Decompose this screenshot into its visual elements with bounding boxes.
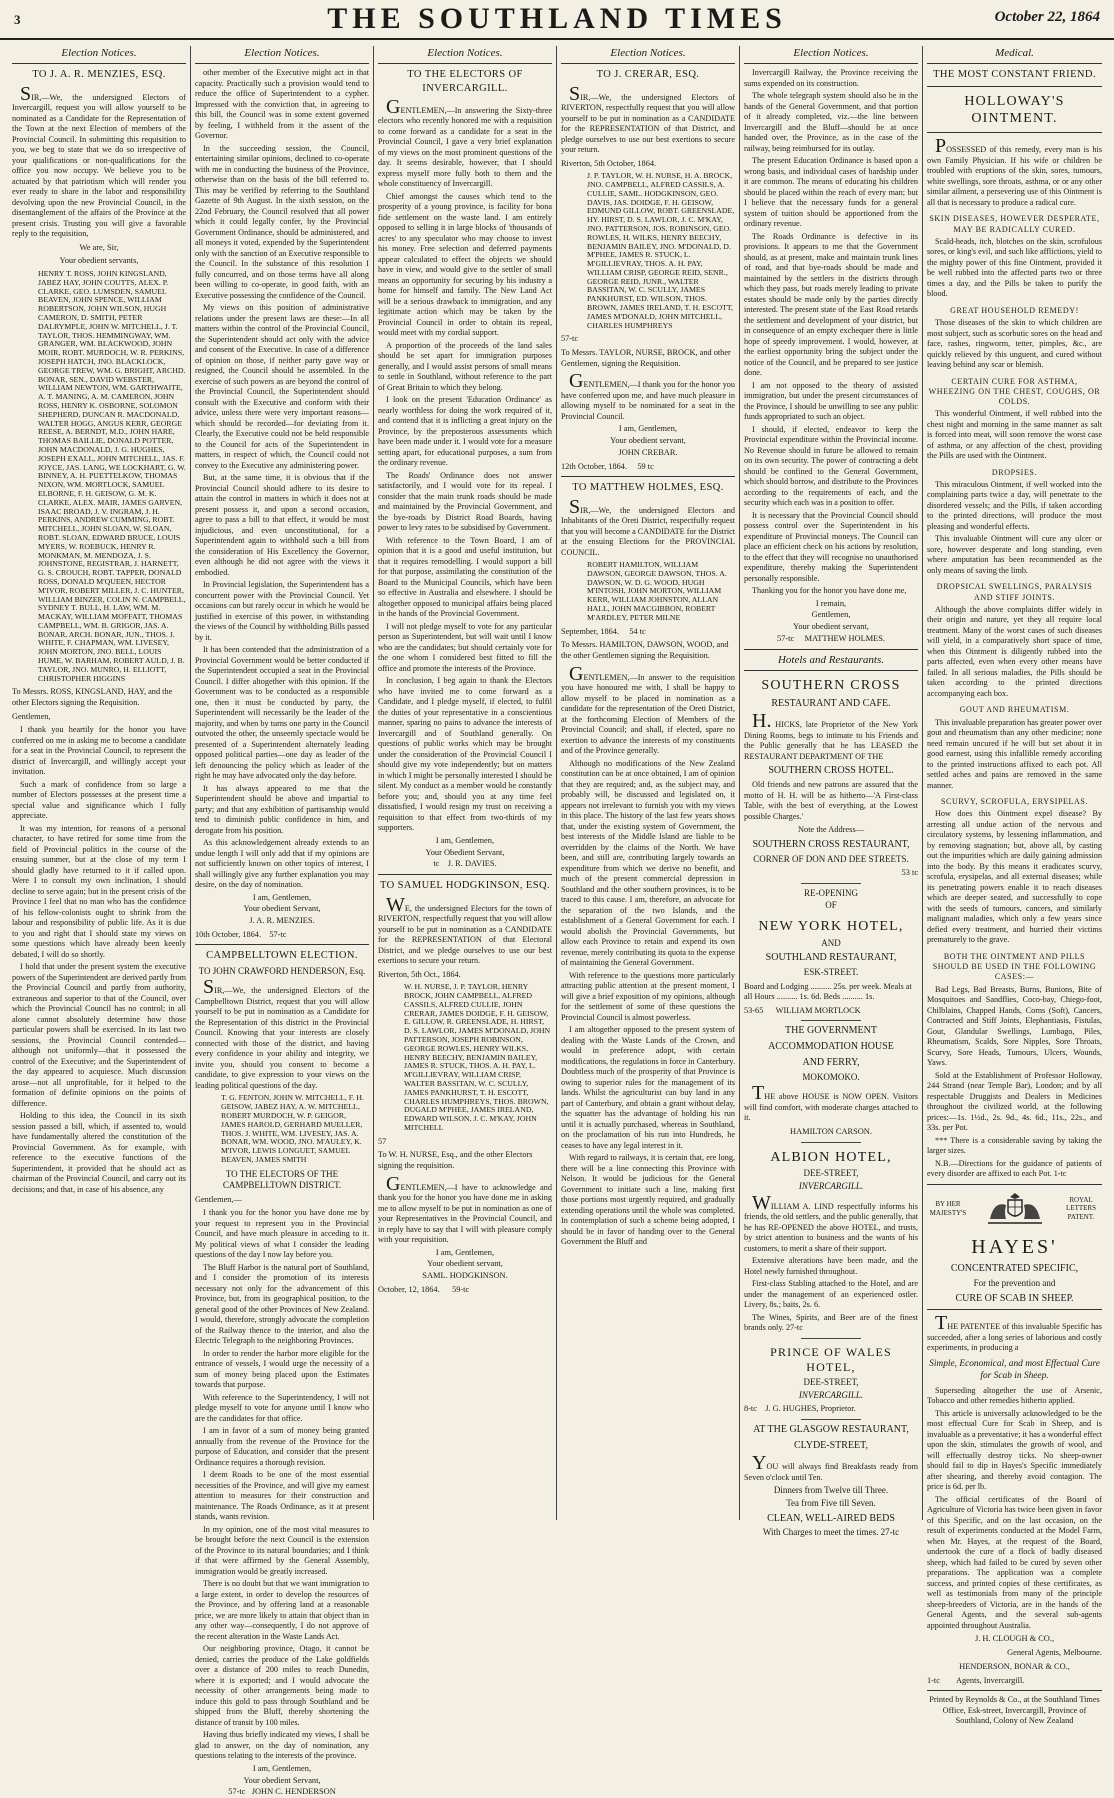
reply-paragraph: GENTLEMEN,—I thank you for the honor you have conferred upon me, and have much pleasure in allowing myself to be nominated for a seat in the Provincial Council.: [561, 370, 735, 421]
requisition-text: SIR,—We, the undersigned Electors of Invercargill, request you will allow yourself to be nominated as a Candidate for the Representation of the Town at the next Election of members of the Provincial Council. In submitting this requisition to you, we beg to state that we do so irrespective of your qualifications or non-qualifications for the office you now occupy. We believe you to be actuated by that patriotism which will render you ever ready to share in the labor and responsibility devolving upon the new Provincial Council, in the disentanglement of the affairs of the Province at the present crisis. Trusting you will give a favorable reply to the requisition,: [12, 82, 186, 239]
closing: I am, Gentlemen,: [252, 892, 312, 902]
ad-title: HOLLOWAY'S OINTMENT.: [964, 93, 1065, 127]
column-heading: Election Notices.: [378, 46, 552, 64]
signatory-list: J. P. TAYLOR, W. H. NURSE, H. A. BROCK, JNO. CAMPBELL, ALFRED CASSILS, A. CULLIE, SAML. HODGKINSON, GEO. DAVIS, JAS. DOIDGE, F. H. GEISOW, EDMUND GILLOW, ROBT. GREENSLADE, HY. HIRST, D. S. LAWLOR, J. C. M'KAY, JNO. PATTERSON, JOS. ROBINSON, GEO. ROWLES, H. WILKS, HENRY BEECHY, BENJAMIN BAILEY, JNO. M'DONALD, D. M'PHEE, JAMES R. STUCK, L. M'GILLIEVRAY, THOS. A. H. PAY, WILLIAM CRISP, GEORGE REID, SENR., GEORGE REID, JUNR., WALTER BASSITAN, W. C. SCULLY, JAMES PANKHURST, ED. WILSON, THOS. BROWN, JAMES IRELAND, T. H. ESCOTT, JAMES M'DONALD, JOHN MITCHELL, CHARLES HUMPHREYS: [587, 171, 735, 330]
ad-title: THE MOST CONSTANT FRIEND.: [933, 69, 1096, 81]
notice-subtitle: TO JOHN CRAWFORD HENDERSON, Esq.: [198, 965, 366, 976]
reply-paragraph: I hold that under the present system the executive powers of the Superintendent are derived partly from the Provincial Council and partly from authority, extraneous and superior to that of the Council, over which the Provincial Council has no control; in all alone cannot absolutely determine how those particular powers shall be exercised. In its last two sessions, the Provincial Council contended—although not uniformly—that it possessed the control of the Executive; and the Superintendent of the day appeared to acquiesce. Much discussion arose—not all unprofitable, for it helped to the formation of definite opinions on the points of difference.: [12, 962, 186, 1108]
notice-title: CAMPBELLTOWN ELECTION.: [206, 950, 358, 962]
closing: Your obedient Servant,: [243, 1775, 321, 1785]
ad-subtitle: SOUTHLAND RESTAURANT,: [765, 952, 897, 964]
ad-subheading: BOTH THE OINTMENT AND PILLS SHOULD BE USED IN THE FOLLOWING CASES:—: [932, 951, 1097, 982]
newspaper-title: THE SOUTHLAND TIMES: [327, 2, 787, 35]
reply-paragraph: I thank you heartily for the honor you have conferred on me in asking me to become a candidate for a seat in the Provincial Council, to represent the district of Invercargill, and willingly accept your invitation.: [12, 725, 186, 777]
agent-role: General Agents, Melbourne.: [1007, 1648, 1102, 1658]
signatory-list: HENRY T. ROSS, JOHN KINGSLAND, JABEZ HAY, JOHN COUTTS, ALEX. P. CLARKE, GEO. LUMSDEN, SAMUEL BEAVEN, JOHN SPENCE, WILLIAM ROBERTSON, JOHN WILSON, HUGH CAMERON, D. SMITH, PETER DALRYMPLE, JOHN W. MITCHELL, J. T. TAYLOR, THOS. HEMMINGWAY, WM. GRANGER, WM. BLACKWOOD, JOHN MOIR, ROBT. MURDOCH, W. R. PERKINS, JOSEPH HATCH, JNO. BLACKLOCK, GEORGE TREW, WM. G. BRIGHT, ARCHD. BONAR, SEN., DAVID WEBSTER, WILLIAM NEWTON, WM. GARTHWAITE, A. T. MANING, A. M. CAMERON, JOHN ROSS, HENRY K. OSBORNE, SOLOMON SHEPHERD, DUNCAN R. MACDONALD, WALTER HOGG, ANGUS KERR, GEORGE REESE, A. BERNDT, M.D., JOHN HARE, THOMAS BAILLIE, DONALD POTTER, JOHN MACDONALD, J. G. HUGHES, JOSEPH EXALL, JOHN MITCHELL, JAS. F. JOYCE, JAS. LANG, WE LOCKHART, G. W. BINNEY, A. H. PUETTELKOW, THOMAS NIXON, WM. MORTLOCK, SAMUEL ELBORNE, F. H. GEISOW, G. M. K. CLARKE, ALEX. MAIR, JAMES GARVEN, ISAAC BROAD, J. V. INGRAM, J. H. PERKINS, ANDREW CUMMING, ROBT. MITCHELL, JOHN SLOAN, W. SLOAN, ROBT. SLOAN, EDWARD BRUCE, LOUIS MYERS, W. ROEBUCK, HENRY R. MONKMAN, M. MENDOZA, J. S. JOHNSTONE, REGISTRAR, J. HARNETT, G. S. CROUCH, ROBT. TAPPER, DONALD ROSS, DONALD M'QUEEN, HECTOR M'IVOR, ROBERT MILLER, J. C. HUNTER, WILLIAM BINZER, COLIN N. CAMPBELL, SYDNEY T. BULL, H. LAW, WM. M. MACKAY, WILLIAM MOFFATT, THOMAS CAMPBELL, WM. B. GRIGOR, JAS. A. BONAR, ARCH. BONAR, JUN., THOS. J. WHITE, F. CHAPMAN, WM. LIVESEY, JOHN MORTON, JNO. BELL, LOUIS HUME, W. BARHAM, ROBERT AULD, J. B. TAYLOR, JNO. MUNRO, H. ELLIOTT, CHRISTOPHER HIGGINS: [38, 269, 186, 683]
ad-code: 57: [378, 1136, 387, 1146]
ad-subtitle: DEE-STREET,: [803, 1377, 859, 1388]
article-paragraph: My views on this position of administrative relations under the present laws are these:—In all matters within the control of the Provincial Council, the Superintendent should act only with the advice and consent of the Executive. In case of a difference of opinion on those, if neither party gave way or resigned, the Council should be assembled. In the exercise of such powers as are beyond the control of the Provincial Council, the Superintendent should consult with the Executive and conform with their advice, unless there were very important reasons—which should be recorded—for deviating from it. Clearly, the Executive could not be held responsible to the Council for acts of the Superintendent in matters, in respect of which, the Council could not convey to the Executive any administering power.: [195, 303, 369, 470]
article-paragraph: Invercargill Railway, the Province receiving the sums expended on its construction.: [744, 68, 918, 88]
article-paragraph: The Roads Ordinance is defective in its provisions. It appears to me that the Government should, as at present, make and maintain trunk lines of road, and that bye-roads should be made and maintained by the settlers in the districts through which they pass, but roads merely leading to private estates should be made only by the parties directly interested. The present state of the East Road retards the settlement and development of your district, but in consequence of an empty exchequer there is little hope of speedy improvement. I would, however, at the earliest opportunity bring the subject under the notice of the Council, and be prepared to see justice done.: [744, 231, 918, 378]
article-paragraph: GENTLEMEN,—In answering the Sixty-three electors who recently honored me with a requisition to come forward as a candidate for a seat in the Provincial Council, I gave a very brief explanation of my views on the most prominent questions of the day. It seems desirable, however, that I should express myself more fully both to them and the whole constituency of Invercargill.: [378, 95, 552, 189]
reply-address: To W. H. NURSE, Esq., and the other Electors signing the requisition.: [378, 1150, 533, 1171]
article-paragraph: It has always appeared to me that the Superintendent should be above and impartial to party; and that any exhibition of partisanship would tend to diminish public confidence in him, and derogate from his position.: [195, 783, 369, 835]
ad-title: AND FERRY,: [802, 1057, 860, 1069]
arms-caption: ROYAL LETTERS PATENT.: [1066, 1196, 1096, 1221]
signatory-list: W. H. NURSE, J. P. TAYLOR, HENRY BROCK, JOHN CAMPBELL, ALFRED CASSILS, ALFRED CULLIE, JOHN CRERAR, JAMES DOIDGE, F. H. GEISOW, E. GILLOW, R. GREENSLADE, H. HIRST, D. S. LAWLOR, JAMES M'DONALD, JOHN PATTERSON, JOSEPH ROBINSON, GEORGE ROWLES, HENRY WILKS, HENRY BEECHY, BENJAMIN BAILEY, JAMES R. STUCK, THOS. A. H. PAY, L. M'GILLIEVRAY, WILLIAM CRISP, WALTER BASSITAN, W. C. SCULLY, JAMES PANKHURST, T. H. ESCOTT, CHARLES HUMPHREYS, THOS. BROWN, DUGALD M'PHEE, JAMES IRELAND, EDWARD WILSON, J. C. M'KAY, JOHN MITCHELL: [404, 982, 551, 1132]
requisition-text: WE, the undersigned Electors for the town of RIVERTON, respectfully request that you will allow yourself to be put in nomination as a CANDIDATE for the REPRESENTATION of that Electoral District, and we pledge ourselves to use our best exertions to secure your return.: [378, 893, 552, 966]
ad-subtitle: CURE OF SCAB IN SHEEP.: [955, 1292, 1074, 1304]
requisition-text: SIR,—We, the undersigned Electors of the Campbelltown District, request that you will allow yourself to be put in nomination as a Candidate for the Representation of this district in the Provincial Council. Knowing that your interests are closely connected with those of the district, and having every confidence in your ability and integrity, we invite you, should you consent to become a candidate, to give expression to your views on the leading political questions of the day.: [195, 976, 369, 1090]
ad-code: 53 tc: [901, 868, 918, 878]
dateline: 10th October, 1864. 57-tc: [195, 929, 287, 939]
article-paragraph: I am not opposed to the theory of assisted immigration, but under the present circumstances of the Province, I should be unwilling to see any public funds appropriated to such an object.: [744, 380, 918, 422]
column-heading: Medical.: [927, 46, 1102, 64]
dateline: Riverton, 5th October, 1864.: [561, 158, 657, 168]
ad-text: YOU will always find Breakfasts ready from Seven o'clock until Ten.: [744, 1452, 918, 1482]
column-heading: Election Notices.: [12, 46, 186, 64]
article-paragraph: Chief amongst the causes which tend to the prosperity of a young province, is facility for bona fide settlement on the waste land. I am entirely opposed to selling it in large blocks of 'thousands of acres' to any speculator who may choose to invest his money. Free selection and deferred payments appear calculated to effect the objects we should have in view, and would give to the settler of small means an opportunity for securing by his industry a home for himself and family. The New Land Act will be a serious drawback to immigration, and any legitimate action which may be taken by the Provincial Council in order to obtain its repeal, would meet with my cordial support.: [378, 191, 552, 338]
article-paragraph: I look on the present 'Education Ordinance' as nearly worthless for doing the work required of it, and contend that it is inflicting a great injury on the Province, by the preposterous assessments which have been made under it. I would vote for a measure setting apart, for educational purposes, a sum from the ordinary revenue.: [378, 395, 552, 468]
reply-paragraph: Although no modifications of the New Zealand constitution can be at once obtained, I am of opinion that they are required; and, as the subject may, and probably will, be discussed and legislated on, it appears not irrelevant to furnish you with my views in this place. The history of the last few years shows that, under the existing system of Government, the best interests of the Middle Island are liable to be overridden by the claims of the North. We have been, and still are, contributing largely towards an expenditure from which we derive no benefit, and much of the present commercial depression in Southland and the other southern provinces, is to be traced to this cause. I am, therefore, an advocate for the separation of the two Islands, and the establishment of a General Government for each. I would abolish the Provincial Governments, but allow each Province to retain and expend its own revenue, merely contributing its quota to the expense of maintaining the General Government.: [561, 758, 735, 967]
closing: Your obedient servant,: [427, 1259, 503, 1269]
notice-title: TO J. CRERAR, ESQ.: [596, 69, 700, 81]
signature: 57-tc MATTHEW HOLMES.: [776, 633, 886, 643]
ad-text: This invaluable Ointment will cure any ulcer or sore, however desperate and long standing, even where amputation has been recommended as the only means of saving the limb.: [927, 534, 1102, 575]
agent-name: HENDERSON, BONAR & CO.,: [959, 1661, 1070, 1671]
closing: Your Obedient Servant,: [425, 847, 505, 857]
page-columns: [8, 46, 1106, 1797]
reply-address: To Messrs. ROSS, KINGSLAND, HAY, and the other Electors signing the Requisition.: [12, 687, 173, 708]
address-paragraph: In order to render the harbor more eligible for the entrance of vessels, I would urge the necessity of a sum of money being placed upon the Estimates towards that purpose.: [195, 1348, 369, 1390]
ad-subheading: DROPSIES.: [991, 467, 1038, 477]
requisition-text: SIR,—We, the undersigned Electors of RIVERTON, respectfully request that you will allow yourself to be put in nomination as a CANDIDATE for the REPRESENTATION of that District, and pledge ourselves to use our best exertions to secure your return.: [561, 82, 735, 155]
ad-rates: Board and Lodging .......... 25s. per week. Meals at all Hours .......... 1s. 6d. Beds .......... 1s.: [744, 981, 912, 1002]
address-paragraph: With reference to the Superintendency, I will not pledge myself to vote for anyone until I know who are the candidates for that office.: [195, 1392, 369, 1423]
article-paragraph: A proportion of the proceeds of the land sales should be set apart for immigration purposes generally, and I would assist persons of small means to settle in Southland, without reference to the part of Great Britain to which they belong.: [378, 340, 552, 392]
ad-subheading: DROPSICAL SWELLINGS, PARALYSIS AND STIFF JOINTS.: [936, 582, 1093, 602]
ad-text: Extensive alterations have been made, and the Hotel newly furnished throughout.: [744, 1256, 918, 1276]
reply-paragraph: Such a mark of confidence from so large a number of Electors possesses at the present time a special value and significance which I fully appreciate.: [12, 779, 186, 821]
reply-paragraph: GENTLEMEN,—I have to acknowledge and thank you for the honor you have done me in asking me to allow myself to be put in nomination as one of your Representatives in the Provincial Council, and in reply have to say that I will with pleasure comply with your requisition.: [378, 1172, 552, 1245]
ad-title: CONCENTRATED SPECIFIC,: [950, 1263, 1079, 1275]
ad-subheading: CERTAIN CURE FOR ASTHMA, WHEEZING ON THE CHEST, COUGHS, OR COLDS.: [928, 376, 1101, 406]
ad-note: Note the Address—: [797, 825, 865, 835]
signatory-list: ROBERT HAMILTON, WILLIAM DAWSON, GEORGE DAWSON, THOS. A. DAWSON, W. D. G. WOOD, HUGH M'INTOSH, JOHN MORTON, WILLIAM KERR, WILLIAM JOHNSTON, ALLAN HALL, JOHN MACGIBBON, ROBERT M'ARDLEY, PETER MILNE: [587, 560, 727, 622]
ad-text: Bad Legs, Bad Breasts, Burns, Bunions, Bite of Mosquitoes and Sandflies, Coco-bay, Chiego-foot, Chilblains, Chapped Hands, Corns (Soft), Cancers, Contracted and Stiff Joints, Elephantiasis, Fistulas, Gout, Glandular Swellings, Lumbago, Piles, Rheumatism, Scalds, Sore Nipples, Sore Throats, Scurvy, Sore Heads, Tumours, Ulcers, Wounds, Yaws.: [927, 984, 1102, 1068]
column-4: [557, 46, 740, 1520]
page-number: 3: [14, 12, 21, 27]
article-paragraph: The Roads' Ordinance does not answer satisfactorily, and I would vote for its repeal. I consider that the main trunk roads should be made and maintained by the Provincial Government, and the bye-roads by District Road Boards, having power to levy rates to be subsidised by Government.: [378, 470, 552, 533]
article-paragraph: Thanking you for the honor you have done me,: [752, 586, 907, 596]
ad-title: ACCOMMODATION HOUSE: [768, 1041, 894, 1053]
closing: I am, Gentlemen,: [618, 424, 678, 434]
closing: Your obedient servant,: [793, 622, 869, 632]
ad-signature: HAMILTON CARSON.: [790, 1126, 872, 1136]
notice-title: TO MATTHEW HOLMES, ESQ.: [572, 482, 724, 494]
closing: I am, Gentlemen,: [435, 835, 495, 845]
notice-title: TO THE ELECTORS OF INVERCARGILL.: [407, 69, 523, 94]
ad-text: POSSESSED of this remedy, every man is his own Family Physician. If his wife or children be troubled with eruptions of the skin, sores, tumours, white swellings, sore throats, asthma, or or any other similar ailment, a persevering use of this Ointment is all that is necessary to produce a radical cure.: [927, 135, 1102, 207]
signature: JOHN CREBAR.: [618, 447, 678, 457]
masthead: [0, 0, 1114, 40]
article-paragraph: The present Education Ordinance is based upon a wrong basis, and individual cases of hardship under it are common. The means of educating his children should be placed within the reach of every man; but I believe that the necessary funds for a general system of tuition should be apportioned from the ordinary revenue.: [744, 156, 918, 229]
closing: Your obedient Servant,: [243, 904, 321, 914]
ad-code: 57-tc: [561, 334, 579, 344]
reply-paragraph: GENTLEMEN,—In answer to the requisition you have honoured me with, I shall be happy to allow myself to be placed in nomination as a candidate for the representation of the Oreti District, at the forthcoming Election of Members of the Provincial Council; and shall, if elected, spare no exertion to advance the interests of my constituents and of the Province generally.: [561, 662, 735, 755]
article-paragraph: I will not pledge myself to vote for any particular person as Superintendent, but will wait until I know who are the candidates; but should certainly vote for the one whom I considered best fitted to fill the office and promote the interests of the Province.: [378, 621, 552, 673]
ad-text: This article is universally acknowledged to be the most effectual Cure for Scab in Sheep, and is invaluable as a preventative; it has a wonderful effect upon the skin, stimulates the growth of wool, and will effectually destroy ticks. No sheep-owner should fail to dip in Hayes's Specific immediately after shearing, and thereby avoid contagion. The price is 6d. per lb.: [927, 1408, 1102, 1492]
ad-text: First-class Stabling attached to the Hotel, and are under the management of an experienced ostler. Livery, 8s.; baits, 2s. 6.: [744, 1279, 918, 1310]
ad-text: Tea from Five till Seven.: [786, 1497, 876, 1508]
ad-text: This wonderful Ointment, if well rubbed into the chest night and morning in the same manner as salt is forced into meat, will soon remove the worst case of asthma, or any affection of the chest, providing the Pills are used with the Ointment.: [927, 409, 1102, 461]
reply-address: To Messrs. HAMILTON, DAWSON, WOOD, and the other Gentlemen signing the Requisition.: [561, 640, 729, 660]
ad-text: THE above HOUSE is NOW OPEN. Visitors will find comfort, with moderate charges attached to it.: [744, 1082, 918, 1123]
ad-text: THE PATENTEE of this invaluable Specific has succeeded, after a long series of laborious and costly experiments, in producing a: [927, 1312, 1102, 1353]
ad-text: The Wines, Spirits, and Beer are of the finest brands only. 27-tc: [744, 1312, 918, 1333]
reply-paragraph: It was my intention, for reasons of a personal character, to have retired for some time from the field of Provincial politics in the course of the ensuing summer, but at the close of my term I should gladly have returned to it if called upon. Were I to consult my own inclination, I should decline to serve again; but in the present crisis of the Province I feel that no man who has the confidence of his fellow-colonists ought to shrink from the labour and responsibility of public life. As it is due to you and right that I should state my views on some questions which have already been keenly debated, I will do so shortly.: [12, 823, 186, 959]
ad-subtitle: CLYDE-STREET,: [793, 1439, 869, 1451]
ad-text: Superseding altogether the use of Arsenic, Tobacco and other remedies hitherto applied.: [927, 1385, 1102, 1406]
ad-address: CORNER OF DON AND DEE STREETS.: [753, 853, 909, 864]
ad-subtitle: AND: [821, 937, 841, 948]
ad-title: SOUTHERN CROSS: [761, 677, 901, 693]
address-paragraph: In my opinion, one of the most vital measures to be brought before the next Council is the extension of the Province to its natural boundaries; and I think if that were affirmed by the General Assembly, immigration would be greatly increased.: [195, 1524, 369, 1576]
ad-tagline: Simple, Economical, and most Effectual Cure for Scab in Sheep.: [929, 1358, 1100, 1381]
ad-title: PRINCE OF WALES HOTEL,: [770, 1344, 892, 1374]
agent-role: 1-tc Agents, Invercargill.: [927, 1675, 1025, 1685]
ad-subheading: GREAT HOUSEHOLD REMEDY!: [950, 305, 1079, 315]
reply-address: To Messrs. TAYLOR, NURSE, BROCK, and other Gentlemen, signing the Requisition.: [561, 348, 731, 368]
agent-name: J. H. CLOUGH & CO.,: [974, 1634, 1055, 1644]
ad-title: AT THE GLASGOW RESTAURANT,: [753, 1423, 909, 1435]
salutation: Your obedient servants,: [59, 256, 139, 266]
ad-subheading: GOUT AND RHEUMATISM.: [959, 705, 1070, 715]
address-paragraph: Having thus briefly indicated my views, I shall be glad to answer, on the day of nomination, any questions relating to the interests of the province.: [195, 1730, 369, 1761]
reply-paragraph: I am altogether opposed to the present system of dealing with the Waste Lands of the Crown, and would in preference adopt, with certain modifications, the regulations in force in Canterbury. Doubtless much of the prosperity of that Province is owing to superior rules for the management of its lands. Whilst the agriculturist can buy land in any part of Canterbury, and obtain a grant without delay, the squatter has the advantage of holding his run until it is actually purchased, whereas in Southland, on the proclamation of his run into Hundreds, he ceases to have any legal interest in it.: [561, 1025, 735, 1150]
closing: I remain,: [815, 598, 847, 608]
signature: J. A. R. MENZIES.: [249, 916, 315, 926]
signatory-list: T. G. FENTON, JOHN W. MITCHELL, F. H. GEISOW, JABEZ HAY, A. W. MITCHELL, ROBERT MURDOCH, W. P. GEIGOR, JAMES HAROLD, GERHARD MUELLER, THOS. J. WHITE, WM. LIVESEY, JAS. A. BONAR, WM. WOOD, JNO. M'AULEY, K. M'IVOR, LEWIS LONGUET, SAMUEL BEAVEN, JAMES SMITH: [221, 1093, 364, 1164]
column-5: [740, 46, 923, 1538]
ad-address: SOUTHERN CROSS RESTAURANT,: [752, 838, 910, 850]
article-paragraph: other member of the Executive might act in that capacity. Practically such a provision would tend to reduce the office of Superintendent to a cypher. Impressed with the conviction that, in agreeing to this bill, the Council was in some extent governed by feeling, I withheld from it the assent of the Governor.: [195, 68, 369, 141]
article-paragraph: It is necessary that the Provincial Council should possess control over the Superintendent in his expenditure of Provincial moneys. The Council can place an efficient check on his actions by resolution, to the effect that they will recognise no unauthorised expenditure, thereby making the Superintendent personally responsible.: [744, 510, 918, 583]
column-2: [191, 46, 374, 1797]
column-1: [8, 46, 191, 1520]
ad-text: How does this Ointment expel disease? By arresting all undue action of the nervous and circulatory systems, by lessening inflammation, and by removing stagnation; but, above all, by casting out the impurities which are daily gaining admission into the body. By this means it eradicates scurvy, scrofula, erysipelas, and all external diseases; while its penetrating powers enable it to reach diseases which are deeper seated, and successfully to cope with the seeds of tumours, cancers, and similarly malignant maladies, which only a few years since defied every treatment, and hurried their victims prematurely to the grave.: [927, 809, 1102, 945]
article-paragraph: But, at the same time, it is obvious that if the Provincial Council should adhere to its desire to attain the control in matters in which it does not at present possess it, and upon a second occasion, agree to pass a bill to that effect, it would be most injudicious, and even unconstitutional, for a Superintendent again to withhold such a bill from the consideration of His Excellency the Governor, even although he did not agree with the views it embodied.: [195, 473, 369, 577]
reply-paragraph: With reference to the questions more particularly attracting public attention at the present moment, I will give a brief exposition of my opinions, although for the settlement of some of these questions the Provincial Council is almost powerless.: [561, 970, 735, 1022]
column-heading: Election Notices.: [195, 46, 369, 64]
ad-text: Although the above complaints differ widely in their origin and nature, yet they all require local treatment. Many of the worst cases of such diseases will yield, in a comparatively short space of time, when this Ointment is diligently rubbed into the parts affected, even when every other means have failed. In all serious maladies, the Pills should be taken according to the printed directions accompanying each box.: [927, 604, 1102, 698]
column-3: [374, 46, 557, 1520]
article-paragraph: In Provincial legislation, the Superintendent has a concurrent power with the Provincial Council. Yet occasions can but rarely occur in which he would be justified in exercise of this power, in withstanding the views of the Council by withholding Bills passed by it.: [195, 580, 369, 642]
ad-title: CLEAN, WELL-AIRED BEDS: [767, 1512, 895, 1524]
dateline: September, 1864. 54 tc: [561, 626, 646, 636]
signature: tc J. R. DAVIES.: [433, 859, 497, 869]
closing: I am, Gentlemen,: [252, 1763, 312, 1773]
section-heading: Hotels and Restaurants.: [744, 649, 918, 671]
reply-paragraph: Holding to this idea, the Council in its sixth session passed a bill, which, if assented to, would have fundamentally altered the constitution of the Provincial Government. As for example, with reference to the executive functions of the Superintendent, it provided that he should act as chairman of the Provincial Council, and carry out its decisions; and that, in case of his absence, any: [12, 1111, 186, 1194]
ad-text: Scald-heads, itch, blotches on the skin, scrofulous sores, or king's evil, and such like afflictions, yield to the mighty power of this fine Ointment, provided it be well rubbed into the affected parts two or three times a day, and the Pills be taken to purify the blood.: [927, 236, 1102, 299]
ad-signature: 8-tc J. G. HUGHES, Proprietor.: [744, 1404, 856, 1414]
ad-text: With Charges to meet the times. 27-tc: [762, 1527, 900, 1538]
ad-subtitle: For the prevention and: [973, 1278, 1056, 1288]
article-paragraph: As this acknowledgement already extends to an undue length I will only add that if my opinions are not sufficiently known on other topics of interest, I shall willingly give any further explanation you may desire, on the day of nomination.: [195, 838, 369, 890]
royal-arms-block: [927, 1189, 1102, 1229]
dateline: 12th October, 1864. 59 tc: [561, 461, 654, 471]
ad-text: *** There is a considerable saving by taking the larger sizes.: [927, 1135, 1102, 1156]
article-paragraph: It has been contended that the administration of a Provincial Government would be better conducted if the Superintendent occupied a seat in the Provincial Council. I differ altogether with this opinion. If the Government was to be conducted as a responsible one, then it must be conducted by party, the Superintendent will necessarily be the leader of the majority, and when by turns one party in the Council outvoted the other, the unseemly spectacle would be presented of a Superintendent alternately leading opposed political parties—one day as leader of the left denouncing the policy which as leader of the right he may have advocated only the day before.: [195, 645, 369, 781]
ad-text: This miraculous Ointment, if well worked into the complaining parts twice a day, will penetrate to the disordered vessels; and the Pills, if taken according to the printed directions, will produce the most pleasing and wonderful effects.: [927, 479, 1102, 531]
ad-subheading: SCURVY, SCROFULA, ERYSIPELAS.: [940, 797, 1089, 807]
ad-subtitle: RESTAURANT AND CAFE.: [771, 697, 891, 709]
ad-title: NEW YORK HOTEL,: [758, 918, 904, 934]
closing: Gentlemen,: [811, 610, 851, 620]
article-paragraph: In the succeeding session, the Council, entertaining similar opinions, declined to co-operate with me in conducting the business of the Province, otherwise than on the basis of the bill referred to. This may be verified by referring to the Southland Gazette of 9th August. In the sixth session, on the 22nd February, the Council resolved that all power which it could legally confer, by the Provincial Government Ordinance, should be administered, and all moneys it voted, expended by the Superintendent only with the sanction of an Executive responsible to the Council. In the substance of this resolution I fully concurred, and on those terms have all along been willing to co-operate, in good faith, with an Executive possessing the confidence of the Council.: [195, 143, 369, 300]
address-paragraph: The Bluff Harbor is the natural port of Southland, and I consider the promotion of its interests necessary not only for the advancement of this Province, but, from its geographical position, to the general good of the other Provinces of New Zealand. I would, therefore, strongly advocate the completion of the Railway thence to the interior, and also the Electric Telegraph to the neighboring Provinces.: [195, 1262, 369, 1346]
signature: 57-tc JOHN C. HENDERSON: [228, 1787, 336, 1797]
issue-date: October 22, 1864: [994, 9, 1100, 25]
royal-arms-icon: [978, 1189, 1052, 1229]
ad-text: Those diseases of the skin to which children are most subject, such as scorbutic sores on the head and face, rashes, ringworm, tetter, pimples, &c., are quickly relieved by this unguent, and cured without leaving behind any scar or blemish.: [927, 318, 1102, 370]
ad-subheading: SKIN DISEASES, HOWEVER DESPERATE, MAY BE RADICALLY CURED.: [929, 214, 1100, 234]
dateline: Riverton, 5th Oct., 1864.: [378, 969, 461, 979]
ad-subtitle: OF: [825, 900, 837, 911]
dateline: October, 12, 1864. 59-tc: [378, 1284, 470, 1294]
printer-imprint: Printed by Reynolds & Co., at the Southland Times Office, Esk-street, Invercargill, Province of Southland, Colony of New Zealand: [929, 1695, 1100, 1726]
ad-subtitle: RE-OPENING: [804, 887, 858, 898]
ad-address: ESK-STREET.: [803, 967, 859, 978]
address-paragraph: I thank you for the honor you have done me by your request to represent you in the Provincial Council, and have much pleasure in acceding to it. My political views of what I consider the leading questions of the day I now lay before you.: [195, 1208, 369, 1260]
address-paragraph: Our neighboring province, Otago, it cannot be denied, carries the produce of the Lake goldfields over a distance of 200 miles to reach Dunedin, where it is exported; and I would advocate the necessity of other arrangements being made to induce this gold to pass through Southland and be shipped from the Bluff, thereby shortening the distance of transit by 100 miles.: [195, 1644, 369, 1727]
column-heading: Election Notices.: [561, 46, 735, 64]
closing: I am, Gentlemen,: [435, 1247, 495, 1257]
ad-title: ALBION HOTEL,: [770, 1149, 892, 1165]
salutation: Gentlemen,: [12, 711, 51, 721]
notice-title: TO SAMUEL HODGKINSON, ESQ.: [380, 880, 550, 892]
address-paragraph: I deem Roads to be one of the most essential necessities of the Province, and will give my earnest attention to measures for their construction and maintenance. The Roads Ordinance, as it at present stands, wants revision.: [195, 1470, 369, 1522]
ad-subtitle: DEE-STREET,: [803, 1168, 859, 1179]
closing: Your obedient servant,: [610, 436, 686, 446]
address-paragraph: There is no doubt but that we want immigration to a large extent, in order to develop the resources of the Province, and by offering land at a reasonable price, we are more likely to attain that object than in any other way—consequently, I do not approve of the recent alteration in the Waste Lands Act.: [195, 1579, 369, 1641]
ad-subtitle: MOKOMOKO.: [802, 1071, 860, 1082]
notice-title: TO J. A. R. MENZIES, ESQ.: [32, 69, 166, 81]
column-heading: Election Notices.: [744, 46, 918, 64]
signature: SAML. HODGKINSON.: [422, 1271, 508, 1281]
ad-title: HAYES': [971, 1235, 1058, 1258]
ad-title: THE GOVERNMENT: [785, 1025, 877, 1037]
ad-text: WILLIAM A. LIND respectfully informs his friends, the old settlers, and the public generally, that he has RE-OPENED the above HOTEL, and trusts, by strict attention to business and the wants of his customers, to merit a share of their support.: [744, 1191, 918, 1253]
ad-signature: 53-65 WILLIAM MORTLOCK: [744, 1005, 861, 1015]
article-paragraph: The whole telegraph system should also be in the hands of the General Government, and that portion of it already completed, viz.—the line between Invercargill and the Bluff—should be at once handed over, the Province, as in the case of the railway, being reimbursed for its outlay.: [744, 91, 918, 153]
article-paragraph: With reference to the Town Board, I am of opinion that it is a good and useful institution, but that it requires remodelling. I would support a bill for that purpose, assimilating the constitution of the Board to the Municipal Councils, which have been so effective in Australia and elsewhere. I should be altogether opposed to municipal affairs being placed in the hands of the Provincial Government.: [378, 535, 552, 619]
ad-subtitle: INVERCARGILL.: [798, 1389, 864, 1400]
article-paragraph: I should, if elected, endeavor to keep the Provincial expenditure within the Provincial income. No Revenue should in future be allowed to remain on its own security. The power of contracting a debt should be confined to the General Government, which should borrow, and distribute to the Provinces according to the requirements of each, and the security which each was in a position to offer.: [744, 424, 918, 508]
ad-text: This invaluable preparation has greater power over gout and rheumatism than any other medicine; none need remain uncured if he will but set about it in good earnest, using this infallible remedy according to the printed instructions affixed to each pot. All settled aches and pains are removed in the same manner.: [927, 717, 1102, 790]
reply-paragraph: With regard to railways, it is certain that, ere long, there will be a line connecting this Province with Nelson. It would be judicious for the General Government to initiate such a line, making first those portions most urgently required, and gradually extending operations until the whole was completed. In contemplation of such a scheme being adopted, I should be in favor of handing over to the General Government the Bluff and: [561, 1153, 735, 1246]
salutation: Gentlemen,—: [195, 1194, 242, 1204]
ad-text: Dinners from Twelve till Three.: [773, 1485, 889, 1496]
notice-subtitle: TO THE ELECTORS OF THE CAMPBELLTOWN DISTRICT.: [222, 1168, 342, 1191]
ad-subtitle: INVERCARGILL.: [798, 1181, 864, 1191]
article-paragraph: In conclusion, I beg again to thank the Electors who have invited me to come forward as a Candidate, and I pledge myself, if elected, to fulfil the duties of your representative in a conscientious manner, sparing no pains to advance the interests of Invercargill and of Southland generally. On questions of public works which may be brought under the consideration of the Provincial Council I should give my vote independently; but on matters in which I might be personally interested I should be silent. My conduct as a member would be constantly before you; and, should you at any time feel dissatisfied, I would resign my trust on receiving a requisition to that effect from two-thirds of my supporters.: [378, 676, 552, 833]
requisition-text: SIR,—We, the undersigned Electors and Inhabitants of the Oreti District, respectfully request that you will become a CANDIDATE for the District at the ensuing Elections for the PROVINCIAL COUNCIL.: [561, 495, 735, 557]
ad-text: The official certificates of the Board of Agriculture of Victoria has twice been given in favor of this Specific, and on the last occasion, on the result of experiments conducted at the Model Farm, when Mr. Hayes, at the request of the Board, undertook the cure of a flock of badly diseased sheep, which had failed to be cured by seven other preparations. The application was a complete success, and printed copies of these certificates, as well as testimonials from many of the principle sheep-breeders of Victoria, are in the hands of the General Agents, and the several sub-agents appointed throughout Australia.: [927, 1494, 1102, 1630]
salutation: We are, Sir,: [79, 242, 119, 252]
ad-text: Old friends and new patrons are assured that the motto of H. H. will be as hitherto—'A First-class Table, with the best of everything, at the Lowest possible Charges.': [744, 780, 918, 821]
ad-text: Sold at the Establishment of Professor Holloway, 244 Strand (near Temple Bar), London; and by all respectable Druggists and Dealers in Medicines throughout the civilized world, at the following prices:—1s. 1½d., 2s. 9d., 4s. 6d., 11s., 22s., and 33s. per Pot.: [927, 1070, 1102, 1133]
arms-caption: BY HER MAJESTY'S: [929, 1200, 967, 1217]
ad-text: H. HICKS, late Proprietor of the New York Dining Rooms, begs to intimate to his Friends and the Public generally that he has LEASED the RESTAURANT DEPARTMENT OF THE: [744, 710, 918, 761]
ad-subtitle: SOUTHERN CROSS HOTEL.: [768, 765, 894, 777]
column-6: [923, 46, 1106, 1726]
ad-text: N.B.—Directions for the guidance of patients of every disorder are affixed to each Pot. 1-tc: [927, 1158, 1102, 1179]
address-paragraph: I am in favor of a sum of money being granted annually from the revenue of the Province for the purpose of Education, and consider that the present Ordinance requires a thorough revision.: [195, 1426, 369, 1467]
